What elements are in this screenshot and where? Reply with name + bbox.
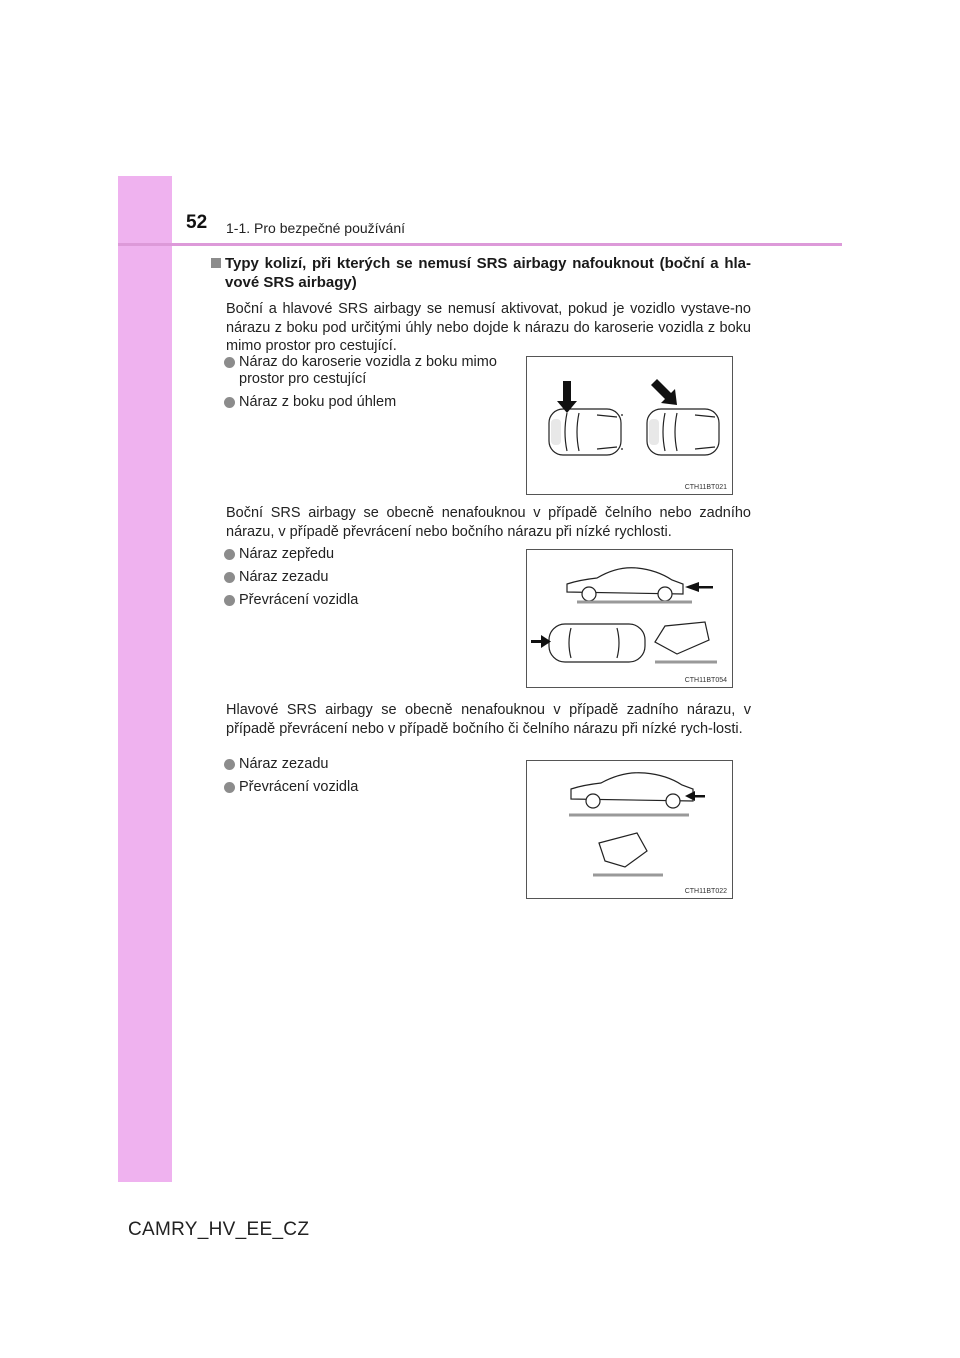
bullet-dot-icon (224, 549, 235, 560)
bullet-dot-icon (224, 595, 235, 606)
list-item: Náraz zepředu (224, 546, 519, 563)
arrow-down-icon (557, 381, 577, 413)
arrow-right-icon (531, 635, 551, 648)
section-title: Typy kolizí, při kterých se nemusí SRS airbagy nafouknout (boční a hla-vové SRS airbagy) (225, 255, 751, 291)
figure-side-impact (526, 356, 733, 495)
bullet-dot-icon (224, 572, 235, 583)
chapter-title: 1-1. Pro bezpečné používání (226, 220, 406, 236)
bullet-dot-icon (224, 782, 235, 793)
side-impact-illustration (527, 357, 732, 494)
figure-code: CTH11BT022 (684, 888, 727, 895)
figure-rear-rollover (526, 760, 733, 899)
figure-code: CTH11BT021 (684, 484, 727, 491)
bullet-dot-icon (224, 397, 235, 408)
rear-rollover-illustration (527, 761, 732, 898)
list-item: Náraz zezadu (224, 569, 519, 586)
figure-code: CTH11BT054 (684, 677, 727, 684)
paragraph-curtain-airbags: Hlavové SRS airbagy se obecně nenafouknou v případě zadního nárazu, v případě převrácení nebo v případě bočního či čelního nárazu při nízké rych-losti. (226, 702, 751, 737)
intro-paragraph: Boční a hlavové SRS airbagy se nemusí aktivovat, pokud je vozidlo vystave-no nárazu z boku pod určitými úhly nebo dojde k nárazu do karoserie vozidla z boku mimo prostor pro cestující. (226, 301, 751, 354)
arrow-left-icon (685, 582, 713, 592)
figure-frontal-rear-rollover (526, 549, 733, 688)
list-item: Náraz do karoserie vozidla z boku mimo prostor pro cestující (224, 354, 519, 388)
model-code: CAMRY_HV_EE_CZ (128, 1219, 310, 1240)
page-number: 52 (186, 212, 208, 233)
header-rule (118, 243, 842, 246)
bullet-list-3 (224, 756, 519, 802)
bullet-dot-icon (224, 759, 235, 770)
paragraph-side-airbags: Boční SRS airbagy se obecně nenafouknou v případě čelního nebo zadního nárazu, v případě převrácení nebo bočního nárazu při nízké rychlosti. (226, 505, 751, 540)
bullet-list-1 (224, 354, 519, 417)
list-item: Náraz zezadu (224, 756, 519, 773)
section-heading (211, 254, 751, 292)
bullet-list-2 (224, 546, 519, 615)
collision-types-illustration (527, 550, 732, 687)
arrow-diagonal-icon (651, 379, 677, 405)
list-item: Náraz z boku pod úhlem (224, 394, 519, 411)
list-item: Převrácení vozidla (224, 779, 519, 796)
side-color-band (118, 176, 172, 1182)
list-item: Převrácení vozidla (224, 592, 519, 609)
bullet-dot-icon (224, 357, 235, 368)
square-bullet-icon (211, 258, 221, 268)
